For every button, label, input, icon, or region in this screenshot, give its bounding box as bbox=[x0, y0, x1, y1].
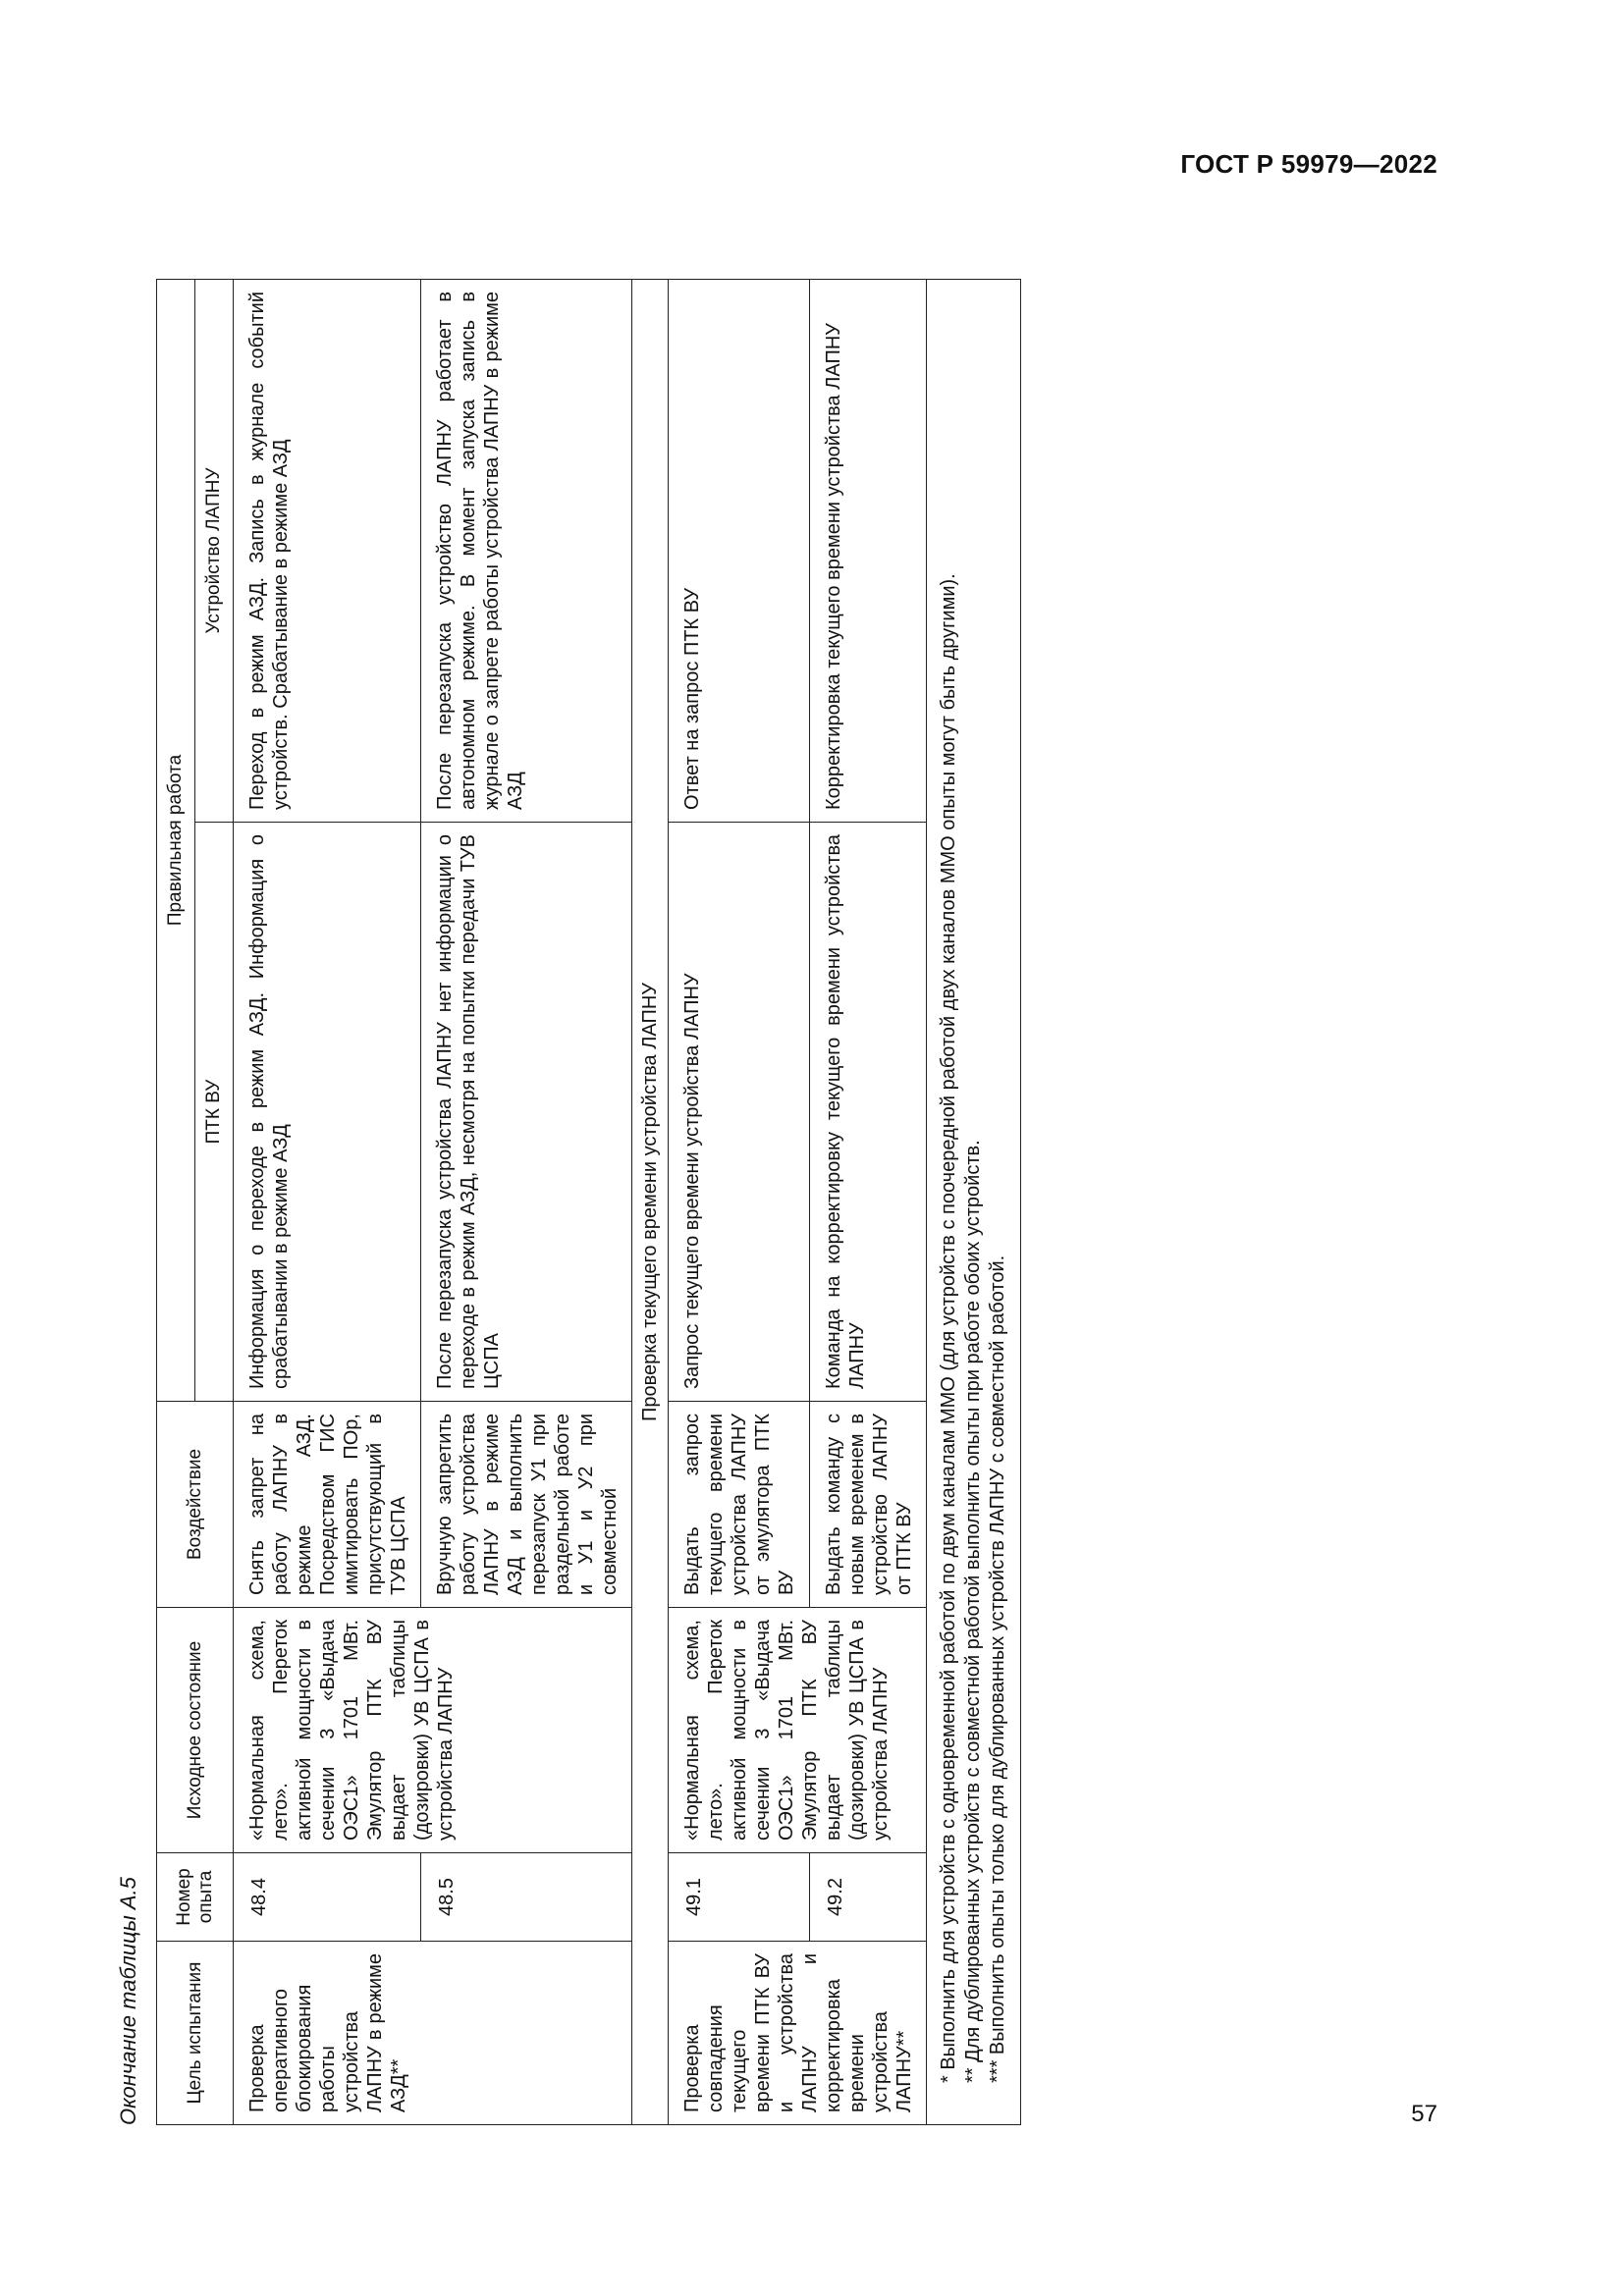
cell-device: Корректировка текущего времени устройства ЛАПНУ bbox=[809, 280, 926, 823]
cell-action: Выдать запрос текущего времени устройства ЛАПНУ от эмулятора ПТК ВУ bbox=[669, 1402, 810, 1608]
cell-action: Снять запрет на работу ЛАПНУ в режиме АЗД. Посредством ГИС имитировать ПОр, присутствующий в ТУВ ЦСПА bbox=[234, 1402, 421, 1608]
footnotes-row bbox=[927, 280, 1021, 2125]
cell-device: Ответ на запрос ПТК ВУ bbox=[669, 280, 810, 823]
cell-initial: «Нормальная схема, лето». Переток активной мощности в сечении 3 «Выдача ОЭС1» 1701 МВт. Эмулятор ПТК ВУ выдает таблицы (дозировки) УВ ЦСПА в устройства ЛАПНУ bbox=[669, 1608, 927, 1853]
col-initial-header: Исходное состояние bbox=[157, 1608, 234, 1853]
page-number: 57 bbox=[1411, 2101, 1437, 2127]
test-table bbox=[156, 279, 1021, 2125]
col-goal-header: Цель испытания bbox=[157, 1942, 234, 2125]
table-header-row-1 bbox=[157, 280, 195, 2125]
col-number-header: Номер опыта bbox=[157, 1853, 234, 1942]
cell-number: 49.2 bbox=[809, 1853, 926, 1942]
cell-action: Выдать команду с новым временем в устройство ЛАПНУ от ПТК ВУ bbox=[809, 1402, 926, 1608]
section-row bbox=[632, 280, 669, 2125]
cell-device: Переход в режим АЗД. Запись в журнале событий устройств. Срабатывание в режиме АЗД bbox=[234, 280, 421, 823]
cell-initial: «Нормальная схема, лето». Переток активной мощности в сечении 3 «Выдача ОЭС1» 1701 МВт. Эмулятор ПТК ВУ выдает таблицы (дозировки) УВ ЦСПА в устройства ЛАПНУ bbox=[234, 1608, 632, 1853]
footnote-3: *** Выполнить опыты только для дублированных устройств ЛАПНУ с совместной работой. bbox=[987, 1255, 1008, 2083]
table-row bbox=[234, 280, 421, 2125]
cell-ptk: Команда на корректировку текущего времени устройства ЛАПНУ bbox=[809, 823, 926, 1402]
table-caption: Окончание таблицы А.5 bbox=[116, 1877, 140, 2125]
footnote-2: ** Для дублированных устройств с совместной работой выполнить опыты при работе обоих устройств. bbox=[962, 1140, 984, 2083]
document-code: ГОСТ Р 59979—2022 bbox=[1180, 149, 1437, 179]
cell-ptk: Информация о переходе в режим АЗД. Информация о срабатывании в режиме АЗД bbox=[234, 823, 421, 1402]
cell-device: После перезапуска устройство ЛАПНУ работает в автономном режиме. В момент запуска запись в журнале о запрете работы устройства ЛАПНУ в режиме АЗД bbox=[421, 280, 632, 823]
col-device-header: Устройство ЛАПНУ bbox=[195, 280, 234, 823]
cell-goal: Проверка оперативного блокирования работы устройства ЛАПНУ в режиме АЗД** bbox=[234, 1942, 632, 2125]
cell-ptk: Запрос текущего времени устройства ЛАПНУ bbox=[669, 823, 810, 1402]
col-ptk-header: ПТК ВУ bbox=[195, 823, 234, 1402]
cell-number: 48.5 bbox=[421, 1853, 632, 1942]
footnote-1: * Выполнить для устройств с одновременной работой по двум каналам ММО (для устройств с поочередной работой двух каналов ММО опыты могут быть другими). bbox=[938, 573, 959, 2083]
col-action-header: Воздействие bbox=[157, 1402, 234, 1608]
cell-action: Вручную запретить работу устройства ЛАПНУ в режиме АЗД и выполнить перезапуск У1 при раздельной работе и У1 и У2 при совместной bbox=[421, 1402, 632, 1608]
cell-number: 48.4 bbox=[234, 1853, 421, 1942]
section-title: Проверка текущего времени устройства ЛАПНУ bbox=[632, 280, 669, 2125]
cell-ptk: После перезапуска устройства ЛАПНУ нет информации о переходе в режим АЗД, несмотря на попытки передачи ТУВ ЦСПА bbox=[421, 823, 632, 1402]
footnotes bbox=[927, 280, 1021, 2125]
table-row bbox=[669, 280, 810, 2125]
rotated-table-block bbox=[116, 240, 1176, 2125]
cell-goal: Проверка совпадения текущего времени ПТК ВУ и устройства ЛАПНУ и корректировка времени устройства ЛАПНУ** bbox=[669, 1942, 927, 2125]
cell-number: 49.1 bbox=[669, 1853, 810, 1942]
col-correct-header: Правильная работа bbox=[157, 280, 195, 1402]
